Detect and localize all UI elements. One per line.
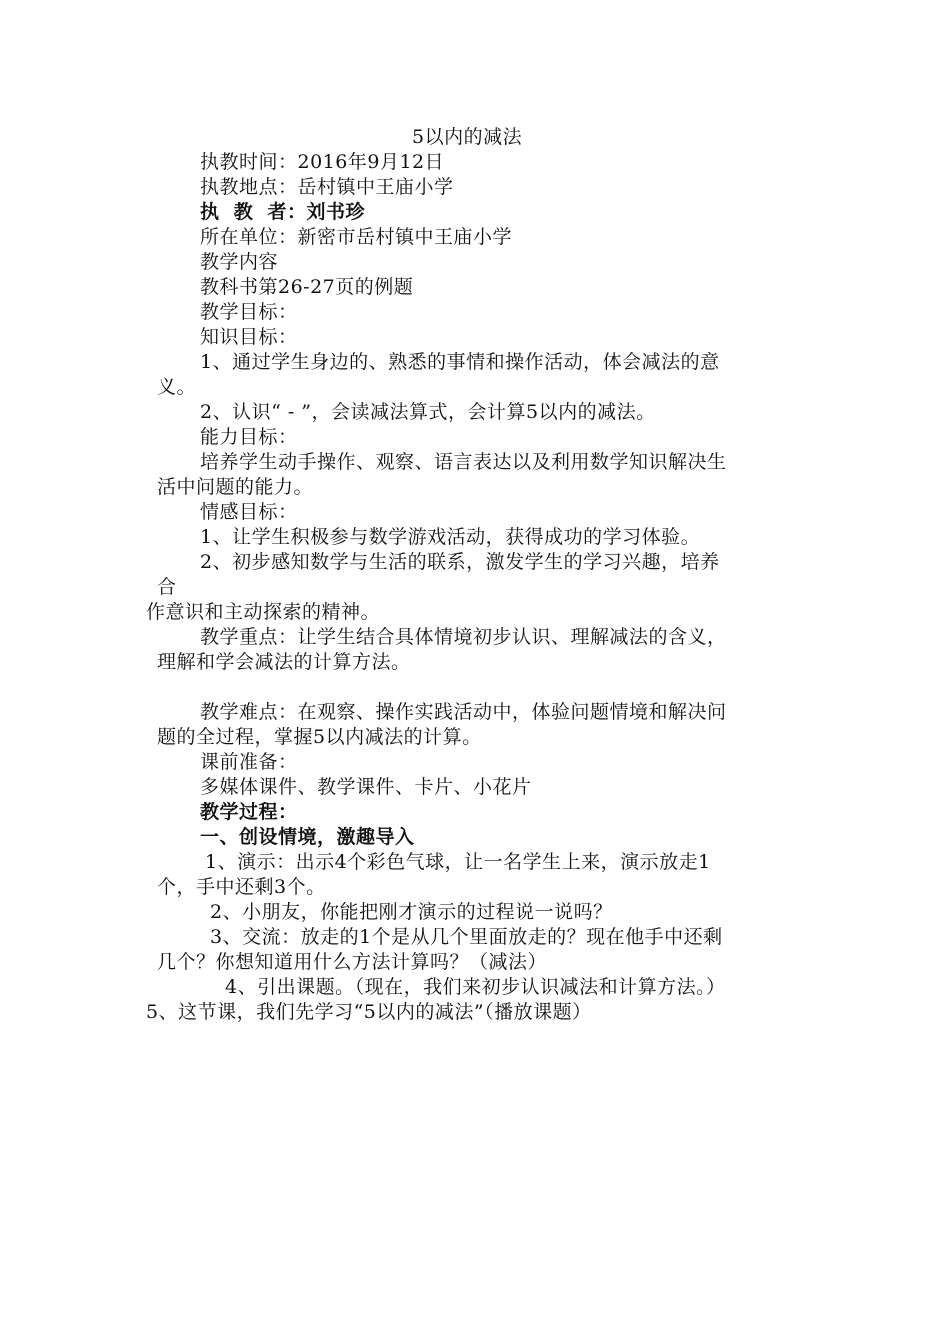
meta-time: 执教时间：2016年9月12日 <box>200 151 445 173</box>
difficult-point-cont: 题的全过程，掌握5以内减法的计算。 <box>157 726 482 748</box>
step-2: 2、小朋友，你能把刚才演示的过程说一说吗？ <box>210 901 613 923</box>
key-point-cont: 理解和学会减法的计算方法。 <box>157 651 411 673</box>
difficult-point: 教学难点：在观察、操作实践活动中，体验问题情境和解决问 <box>200 701 727 723</box>
key-point: 教学重点：让学生结合具体情境初步认识、理解减法的含义， <box>200 626 727 648</box>
step-3-cont: 几个？你想知道用什么方法计算吗？（减法） <box>157 951 548 973</box>
ability-text: 培养学生动手操作、观察、语言表达以及利用数学知识解决生 <box>200 451 727 473</box>
prep-heading: 课前准备： <box>200 751 298 773</box>
knowledge-item-1: 1、通过学生身边的、熟悉的事情和操作活动，体会减法的意 <box>200 351 720 373</box>
content-heading: 教学内容 <box>200 251 279 273</box>
knowledge-item-2: 2、认识“ - ”，会读减法算式，会计算5以内的减法。 <box>200 401 656 423</box>
emotion-item-1: 1、让学生积极参与数学游戏活动，获得成功的学习体验。 <box>200 526 701 548</box>
process-heading: 教学过程： <box>200 801 298 823</box>
meta-teacher: 执 教 者：刘书珍 <box>200 201 365 223</box>
doc-title: 5以内的减法 <box>412 126 523 148</box>
step-5: 5、这节课，我们先学习“5以内的减法”（播放课题） <box>146 1001 592 1023</box>
step-3: 3、交流：放走的1个是从几个里面放走的？现在他手中还剩 <box>210 926 723 948</box>
emotion-item-2: 2、初步感知数学与生活的联系，激发学生的学习兴趣，培养 <box>200 551 720 573</box>
step-1: 1、演示：出示4个彩色气球，让一名学生上来，演示放走1 <box>205 851 711 873</box>
ability-heading: 能力目标： <box>200 426 298 448</box>
content-text: 教科书第26-27页的例题 <box>200 276 414 298</box>
meta-place: 执教地点：岳村镇中王庙小学 <box>200 176 454 198</box>
emotion-heading: 情感目标： <box>200 501 298 523</box>
emotion-item-2-cont2: 作意识和主动探索的精神。 <box>146 601 381 623</box>
step-1-cont: 个，手中还剩3个。 <box>157 876 326 898</box>
knowledge-item-1-cont: 义。 <box>157 376 197 398</box>
section-1-heading: 一、创设情境，激趣导入 <box>200 826 415 848</box>
meta-unit: 所在单位：新密市岳村镇中王庙小学 <box>200 226 513 248</box>
ability-text-cont: 活中问题的能力。 <box>157 476 314 498</box>
prep-text: 多媒体课件、教学课件、卡片、小花片 <box>200 776 532 798</box>
knowledge-heading: 知识目标： <box>200 326 298 348</box>
step-4: 4、引出课题。（现在，我们来初步认识减法和计算方法。） <box>225 976 726 998</box>
goals-heading: 教学目标： <box>200 301 298 323</box>
emotion-item-2-cont: 合 <box>157 576 177 598</box>
